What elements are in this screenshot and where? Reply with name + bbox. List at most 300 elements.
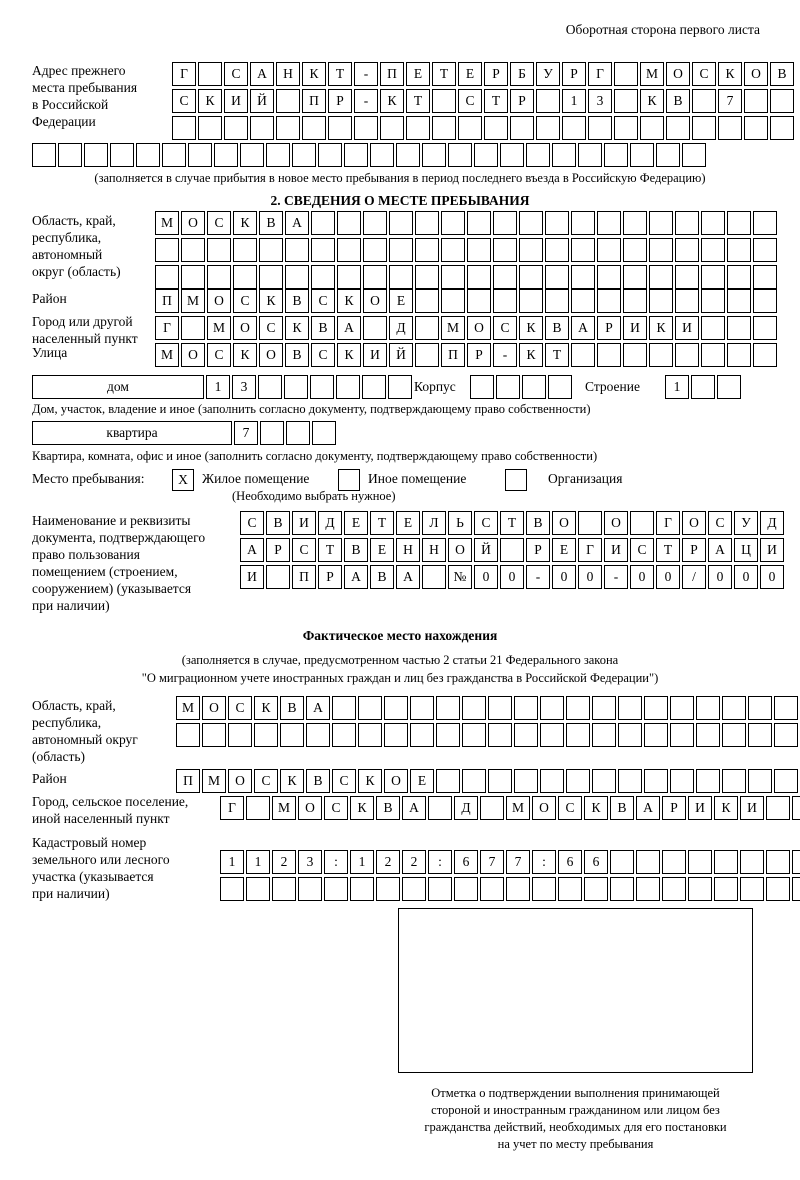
char-box[interactable]: Г bbox=[220, 796, 244, 820]
char-box[interactable] bbox=[618, 696, 642, 720]
char-box[interactable] bbox=[753, 211, 777, 235]
document-row-2[interactable] bbox=[240, 538, 784, 562]
char-box[interactable] bbox=[240, 143, 264, 167]
char-box[interactable] bbox=[246, 796, 270, 820]
char-box[interactable]: А bbox=[571, 316, 595, 340]
char-box[interactable]: И bbox=[675, 316, 699, 340]
char-box[interactable]: О bbox=[448, 538, 472, 562]
char-box[interactable] bbox=[422, 143, 446, 167]
char-box[interactable] bbox=[584, 877, 608, 901]
cadastral-row-1[interactable] bbox=[220, 850, 800, 874]
char-box[interactable] bbox=[696, 723, 720, 747]
char-box[interactable]: И bbox=[740, 796, 764, 820]
char-box[interactable] bbox=[286, 421, 310, 445]
char-box[interactable] bbox=[448, 143, 472, 167]
char-box[interactable] bbox=[692, 116, 716, 140]
char-box[interactable] bbox=[623, 238, 647, 262]
char-box[interactable]: - bbox=[604, 565, 628, 589]
char-box[interactable]: Е bbox=[396, 511, 420, 535]
char-box[interactable] bbox=[748, 723, 772, 747]
char-box[interactable] bbox=[493, 211, 517, 235]
char-box[interactable] bbox=[467, 211, 491, 235]
char-box[interactable]: П bbox=[441, 343, 465, 367]
char-box[interactable]: М bbox=[155, 211, 179, 235]
char-box[interactable]: О bbox=[207, 289, 231, 313]
char-box[interactable] bbox=[614, 62, 638, 86]
char-box[interactable]: 6 bbox=[558, 850, 582, 874]
char-box[interactable]: Е bbox=[410, 769, 434, 793]
char-box[interactable]: 0 bbox=[708, 565, 732, 589]
char-box[interactable] bbox=[571, 289, 595, 313]
char-box[interactable] bbox=[691, 375, 715, 399]
char-box[interactable] bbox=[644, 696, 668, 720]
char-box[interactable] bbox=[604, 143, 628, 167]
char-box[interactable] bbox=[276, 89, 300, 113]
char-box[interactable] bbox=[792, 877, 800, 901]
char-box[interactable] bbox=[488, 723, 512, 747]
char-box[interactable] bbox=[597, 289, 621, 313]
char-box[interactable] bbox=[428, 796, 452, 820]
char-box[interactable] bbox=[214, 143, 238, 167]
char-box[interactable] bbox=[753, 238, 777, 262]
char-box[interactable]: С bbox=[558, 796, 582, 820]
char-box[interactable] bbox=[155, 265, 179, 289]
char-box[interactable] bbox=[500, 538, 524, 562]
char-box[interactable]: В bbox=[666, 89, 690, 113]
char-box[interactable]: А bbox=[285, 211, 309, 235]
char-box[interactable]: - bbox=[354, 62, 378, 86]
char-box[interactable]: К bbox=[285, 316, 309, 340]
char-box[interactable]: 0 bbox=[734, 565, 758, 589]
char-box[interactable] bbox=[467, 289, 491, 313]
char-box[interactable] bbox=[701, 238, 725, 262]
char-box[interactable] bbox=[522, 375, 546, 399]
char-box[interactable]: С bbox=[332, 769, 356, 793]
char-box[interactable] bbox=[176, 723, 200, 747]
char-box[interactable] bbox=[406, 116, 430, 140]
char-box[interactable] bbox=[696, 696, 720, 720]
char-box[interactable]: В bbox=[311, 316, 335, 340]
cadastral-row-2[interactable] bbox=[220, 877, 800, 901]
char-box[interactable]: О bbox=[181, 343, 205, 367]
char-box[interactable] bbox=[110, 143, 134, 167]
char-box[interactable] bbox=[362, 375, 386, 399]
char-box[interactable]: К bbox=[280, 769, 304, 793]
char-box[interactable] bbox=[254, 723, 278, 747]
char-box[interactable] bbox=[774, 769, 798, 793]
char-box[interactable] bbox=[328, 116, 352, 140]
char-box[interactable]: С bbox=[311, 343, 335, 367]
char-box[interactable]: Й bbox=[389, 343, 413, 367]
char-box[interactable] bbox=[436, 696, 460, 720]
char-box[interactable] bbox=[592, 696, 616, 720]
char-box[interactable]: Т bbox=[406, 89, 430, 113]
char-box[interactable] bbox=[493, 265, 517, 289]
char-box[interactable]: С bbox=[324, 796, 348, 820]
char-box[interactable] bbox=[688, 877, 712, 901]
char-box[interactable]: Т bbox=[370, 511, 394, 535]
char-box[interactable] bbox=[718, 116, 742, 140]
char-box[interactable] bbox=[384, 696, 408, 720]
char-box[interactable] bbox=[441, 211, 465, 235]
char-box[interactable]: Й bbox=[474, 538, 498, 562]
char-box[interactable] bbox=[701, 211, 725, 235]
char-box[interactable]: Г bbox=[155, 316, 179, 340]
char-box[interactable] bbox=[701, 265, 725, 289]
char-box[interactable] bbox=[753, 316, 777, 340]
char-box[interactable] bbox=[332, 723, 356, 747]
char-box[interactable] bbox=[717, 375, 741, 399]
char-box[interactable]: 3 bbox=[588, 89, 612, 113]
char-box[interactable] bbox=[198, 116, 222, 140]
char-box[interactable]: С bbox=[292, 538, 316, 562]
char-box[interactable] bbox=[272, 877, 296, 901]
char-box[interactable]: С bbox=[233, 289, 257, 313]
char-box[interactable] bbox=[496, 375, 520, 399]
char-box[interactable] bbox=[753, 289, 777, 313]
section2-region-row-2[interactable] bbox=[155, 238, 777, 262]
char-box[interactable]: В bbox=[266, 511, 290, 535]
char-box[interactable]: / bbox=[682, 565, 706, 589]
char-box[interactable] bbox=[260, 421, 284, 445]
char-box[interactable] bbox=[344, 143, 368, 167]
char-box[interactable] bbox=[722, 696, 746, 720]
char-box[interactable] bbox=[415, 238, 439, 262]
char-box[interactable] bbox=[545, 289, 569, 313]
char-box[interactable] bbox=[540, 723, 564, 747]
char-box[interactable]: Е bbox=[370, 538, 394, 562]
char-box[interactable]: 6 bbox=[584, 850, 608, 874]
char-box[interactable] bbox=[597, 265, 621, 289]
section2-district-row[interactable] bbox=[155, 289, 777, 313]
char-box[interactable] bbox=[519, 211, 543, 235]
char-box[interactable] bbox=[181, 316, 205, 340]
char-box[interactable] bbox=[285, 265, 309, 289]
char-box[interactable] bbox=[630, 143, 654, 167]
char-box[interactable] bbox=[415, 343, 439, 367]
char-box[interactable]: 0 bbox=[656, 565, 680, 589]
char-box[interactable]: М bbox=[181, 289, 205, 313]
stay-type-residential-checkbox[interactable]: X bbox=[172, 469, 194, 491]
char-box[interactable]: К bbox=[358, 769, 382, 793]
char-box[interactable]: А bbox=[636, 796, 660, 820]
char-box[interactable]: К bbox=[649, 316, 673, 340]
char-box[interactable]: 2 bbox=[272, 850, 296, 874]
char-box[interactable] bbox=[592, 769, 616, 793]
char-box[interactable] bbox=[337, 211, 361, 235]
char-box[interactable] bbox=[701, 316, 725, 340]
char-box[interactable]: К bbox=[198, 89, 222, 113]
char-box[interactable] bbox=[566, 769, 590, 793]
char-box[interactable]: Р bbox=[526, 538, 550, 562]
char-box[interactable] bbox=[548, 375, 572, 399]
char-box[interactable] bbox=[493, 289, 517, 313]
char-box[interactable] bbox=[162, 143, 186, 167]
char-box[interactable]: П bbox=[380, 62, 404, 86]
char-box[interactable]: 7 bbox=[506, 850, 530, 874]
char-box[interactable]: Р bbox=[662, 796, 686, 820]
char-box[interactable]: 1 bbox=[350, 850, 374, 874]
char-box[interactable]: - bbox=[354, 89, 378, 113]
char-box[interactable]: Ц bbox=[734, 538, 758, 562]
char-box[interactable] bbox=[436, 723, 460, 747]
char-box[interactable] bbox=[614, 89, 638, 113]
char-box[interactable] bbox=[618, 723, 642, 747]
flat-number-boxes[interactable] bbox=[234, 421, 336, 445]
char-box[interactable] bbox=[181, 238, 205, 262]
char-box[interactable]: В bbox=[770, 62, 794, 86]
char-box[interactable]: 1 bbox=[246, 850, 270, 874]
char-box[interactable] bbox=[675, 289, 699, 313]
char-box[interactable]: Е bbox=[344, 511, 368, 535]
char-box[interactable]: Й bbox=[250, 89, 274, 113]
char-box[interactable] bbox=[766, 796, 790, 820]
char-box[interactable]: Т bbox=[656, 538, 680, 562]
char-box[interactable]: 1 bbox=[562, 89, 586, 113]
char-box[interactable] bbox=[566, 696, 590, 720]
char-box[interactable] bbox=[474, 143, 498, 167]
char-box[interactable]: К bbox=[714, 796, 738, 820]
char-box[interactable] bbox=[701, 289, 725, 313]
char-box[interactable]: Д bbox=[389, 316, 413, 340]
char-box[interactable] bbox=[155, 238, 179, 262]
char-box[interactable] bbox=[233, 265, 257, 289]
char-box[interactable] bbox=[649, 238, 673, 262]
char-box[interactable] bbox=[740, 877, 764, 901]
char-box[interactable] bbox=[688, 850, 712, 874]
char-box[interactable]: Г bbox=[588, 62, 612, 86]
char-box[interactable] bbox=[432, 116, 456, 140]
char-box[interactable] bbox=[614, 116, 638, 140]
char-box[interactable] bbox=[220, 877, 244, 901]
char-box[interactable] bbox=[532, 877, 556, 901]
char-box[interactable]: К bbox=[254, 696, 278, 720]
char-box[interactable] bbox=[727, 238, 751, 262]
char-box[interactable]: Г bbox=[656, 511, 680, 535]
char-box[interactable] bbox=[389, 211, 413, 235]
char-box[interactable]: В bbox=[280, 696, 304, 720]
char-box[interactable] bbox=[462, 696, 486, 720]
char-box[interactable] bbox=[259, 265, 283, 289]
char-box[interactable]: Е bbox=[458, 62, 482, 86]
char-box[interactable] bbox=[324, 877, 348, 901]
char-box[interactable]: С bbox=[207, 211, 231, 235]
char-box[interactable] bbox=[722, 723, 746, 747]
char-box[interactable] bbox=[389, 238, 413, 262]
char-box[interactable]: О bbox=[202, 696, 226, 720]
char-box[interactable]: 3 bbox=[232, 375, 256, 399]
char-box[interactable] bbox=[770, 116, 794, 140]
char-box[interactable]: Р bbox=[597, 316, 621, 340]
char-box[interactable]: Р bbox=[562, 62, 586, 86]
char-box[interactable] bbox=[441, 238, 465, 262]
char-box[interactable] bbox=[774, 696, 798, 720]
stroenie-boxes[interactable] bbox=[665, 375, 741, 399]
char-box[interactable] bbox=[422, 565, 446, 589]
char-box[interactable]: К bbox=[718, 62, 742, 86]
char-box[interactable] bbox=[675, 238, 699, 262]
char-box[interactable]: О bbox=[384, 769, 408, 793]
char-box[interactable] bbox=[514, 723, 538, 747]
char-box[interactable]: С bbox=[630, 538, 654, 562]
char-box[interactable] bbox=[467, 238, 491, 262]
char-box[interactable] bbox=[545, 265, 569, 289]
char-box[interactable] bbox=[774, 723, 798, 747]
char-box[interactable] bbox=[436, 769, 460, 793]
char-box[interactable]: С bbox=[474, 511, 498, 535]
char-box[interactable] bbox=[285, 238, 309, 262]
char-box[interactable]: Т bbox=[484, 89, 508, 113]
char-box[interactable]: К bbox=[259, 289, 283, 313]
char-box[interactable] bbox=[630, 511, 654, 535]
char-box[interactable]: М bbox=[202, 769, 226, 793]
char-box[interactable] bbox=[224, 116, 248, 140]
char-box[interactable]: С bbox=[240, 511, 264, 535]
char-box[interactable]: 7 bbox=[234, 421, 258, 445]
char-box[interactable] bbox=[514, 769, 538, 793]
char-box[interactable]: 0 bbox=[760, 565, 784, 589]
document-row-1[interactable] bbox=[240, 511, 784, 535]
char-box[interactable]: В bbox=[285, 343, 309, 367]
char-box[interactable] bbox=[592, 723, 616, 747]
char-box[interactable] bbox=[571, 238, 595, 262]
char-box[interactable]: 6 bbox=[454, 850, 478, 874]
char-box[interactable]: Г bbox=[578, 538, 602, 562]
char-box[interactable]: И bbox=[760, 538, 784, 562]
char-box[interactable]: С bbox=[207, 343, 231, 367]
char-box[interactable] bbox=[636, 850, 660, 874]
char-box[interactable] bbox=[310, 375, 334, 399]
char-box[interactable]: А bbox=[250, 62, 274, 86]
char-box[interactable]: В bbox=[306, 769, 330, 793]
char-box[interactable] bbox=[578, 143, 602, 167]
char-box[interactable]: К bbox=[337, 289, 361, 313]
char-box[interactable]: О bbox=[552, 511, 576, 535]
section2-region-row-3[interactable] bbox=[155, 265, 777, 289]
char-box[interactable]: В bbox=[545, 316, 569, 340]
char-box[interactable] bbox=[388, 375, 412, 399]
char-box[interactable] bbox=[519, 289, 543, 313]
char-box[interactable]: К bbox=[380, 89, 404, 113]
char-box[interactable]: Р bbox=[318, 565, 342, 589]
char-box[interactable]: Т bbox=[432, 62, 456, 86]
char-box[interactable] bbox=[644, 769, 668, 793]
char-box[interactable] bbox=[744, 116, 768, 140]
prev-address-row-2[interactable] bbox=[172, 89, 794, 113]
char-box[interactable]: К bbox=[302, 62, 326, 86]
char-box[interactable] bbox=[470, 375, 494, 399]
char-box[interactable] bbox=[578, 511, 602, 535]
char-box[interactable] bbox=[488, 696, 512, 720]
char-box[interactable] bbox=[358, 696, 382, 720]
char-box[interactable]: А bbox=[396, 565, 420, 589]
char-box[interactable] bbox=[441, 265, 465, 289]
section3-district-row[interactable] bbox=[176, 769, 798, 793]
char-box[interactable] bbox=[358, 723, 382, 747]
char-box[interactable] bbox=[644, 723, 668, 747]
char-box[interactable]: 3 bbox=[298, 850, 322, 874]
char-box[interactable] bbox=[415, 316, 439, 340]
char-box[interactable]: О bbox=[666, 62, 690, 86]
char-box[interactable]: И bbox=[688, 796, 712, 820]
section2-city-row[interactable] bbox=[155, 316, 777, 340]
char-box[interactable] bbox=[545, 211, 569, 235]
char-box[interactable]: О bbox=[181, 211, 205, 235]
char-box[interactable] bbox=[558, 877, 582, 901]
char-box[interactable]: П bbox=[302, 89, 326, 113]
char-box[interactable] bbox=[506, 877, 530, 901]
char-box[interactable] bbox=[415, 211, 439, 235]
char-box[interactable] bbox=[136, 143, 160, 167]
char-box[interactable] bbox=[58, 143, 82, 167]
char-box[interactable]: : bbox=[324, 850, 348, 874]
char-box[interactable]: 0 bbox=[474, 565, 498, 589]
char-box[interactable] bbox=[337, 265, 361, 289]
char-box[interactable]: О bbox=[467, 316, 491, 340]
char-box[interactable] bbox=[280, 723, 304, 747]
char-box[interactable] bbox=[610, 877, 634, 901]
prev-address-row-4[interactable] bbox=[32, 143, 706, 167]
char-box[interactable]: С bbox=[692, 62, 716, 86]
char-box[interactable] bbox=[656, 143, 680, 167]
char-box[interactable] bbox=[266, 143, 290, 167]
char-box[interactable] bbox=[714, 877, 738, 901]
char-box[interactable]: Г bbox=[172, 62, 196, 86]
char-box[interactable] bbox=[233, 238, 257, 262]
char-box[interactable] bbox=[312, 421, 336, 445]
char-box[interactable] bbox=[480, 796, 504, 820]
char-box[interactable] bbox=[753, 265, 777, 289]
char-box[interactable] bbox=[682, 143, 706, 167]
char-box[interactable]: Д bbox=[318, 511, 342, 535]
stamp-box[interactable] bbox=[398, 908, 753, 1073]
char-box[interactable] bbox=[396, 143, 420, 167]
char-box[interactable]: М bbox=[272, 796, 296, 820]
section3-region-row-2[interactable] bbox=[176, 723, 798, 747]
char-box[interactable] bbox=[332, 696, 356, 720]
char-box[interactable] bbox=[540, 696, 564, 720]
char-box[interactable] bbox=[181, 265, 205, 289]
char-box[interactable]: С bbox=[458, 89, 482, 113]
char-box[interactable]: - bbox=[493, 343, 517, 367]
char-box[interactable]: И bbox=[604, 538, 628, 562]
char-box[interactable] bbox=[207, 238, 231, 262]
char-box[interactable] bbox=[363, 316, 387, 340]
char-box[interactable]: М bbox=[441, 316, 465, 340]
char-box[interactable] bbox=[284, 375, 308, 399]
char-box[interactable]: С bbox=[254, 769, 278, 793]
char-box[interactable]: С bbox=[493, 316, 517, 340]
char-box[interactable] bbox=[228, 723, 252, 747]
char-box[interactable] bbox=[670, 769, 694, 793]
char-box[interactable]: С bbox=[172, 89, 196, 113]
section3-region-row-1[interactable] bbox=[176, 696, 798, 720]
char-box[interactable]: А bbox=[402, 796, 426, 820]
char-box[interactable]: Д bbox=[760, 511, 784, 535]
char-box[interactable] bbox=[562, 116, 586, 140]
char-box[interactable]: А bbox=[240, 538, 264, 562]
char-box[interactable] bbox=[662, 877, 686, 901]
char-box[interactable]: Р bbox=[510, 89, 534, 113]
char-box[interactable] bbox=[380, 116, 404, 140]
stay-type-organization-checkbox[interactable] bbox=[505, 469, 527, 491]
char-box[interactable]: О bbox=[532, 796, 556, 820]
char-box[interactable]: Е bbox=[389, 289, 413, 313]
char-box[interactable]: О bbox=[682, 511, 706, 535]
char-box[interactable]: № bbox=[448, 565, 472, 589]
char-box[interactable]: В bbox=[370, 565, 394, 589]
char-box[interactable] bbox=[552, 143, 576, 167]
